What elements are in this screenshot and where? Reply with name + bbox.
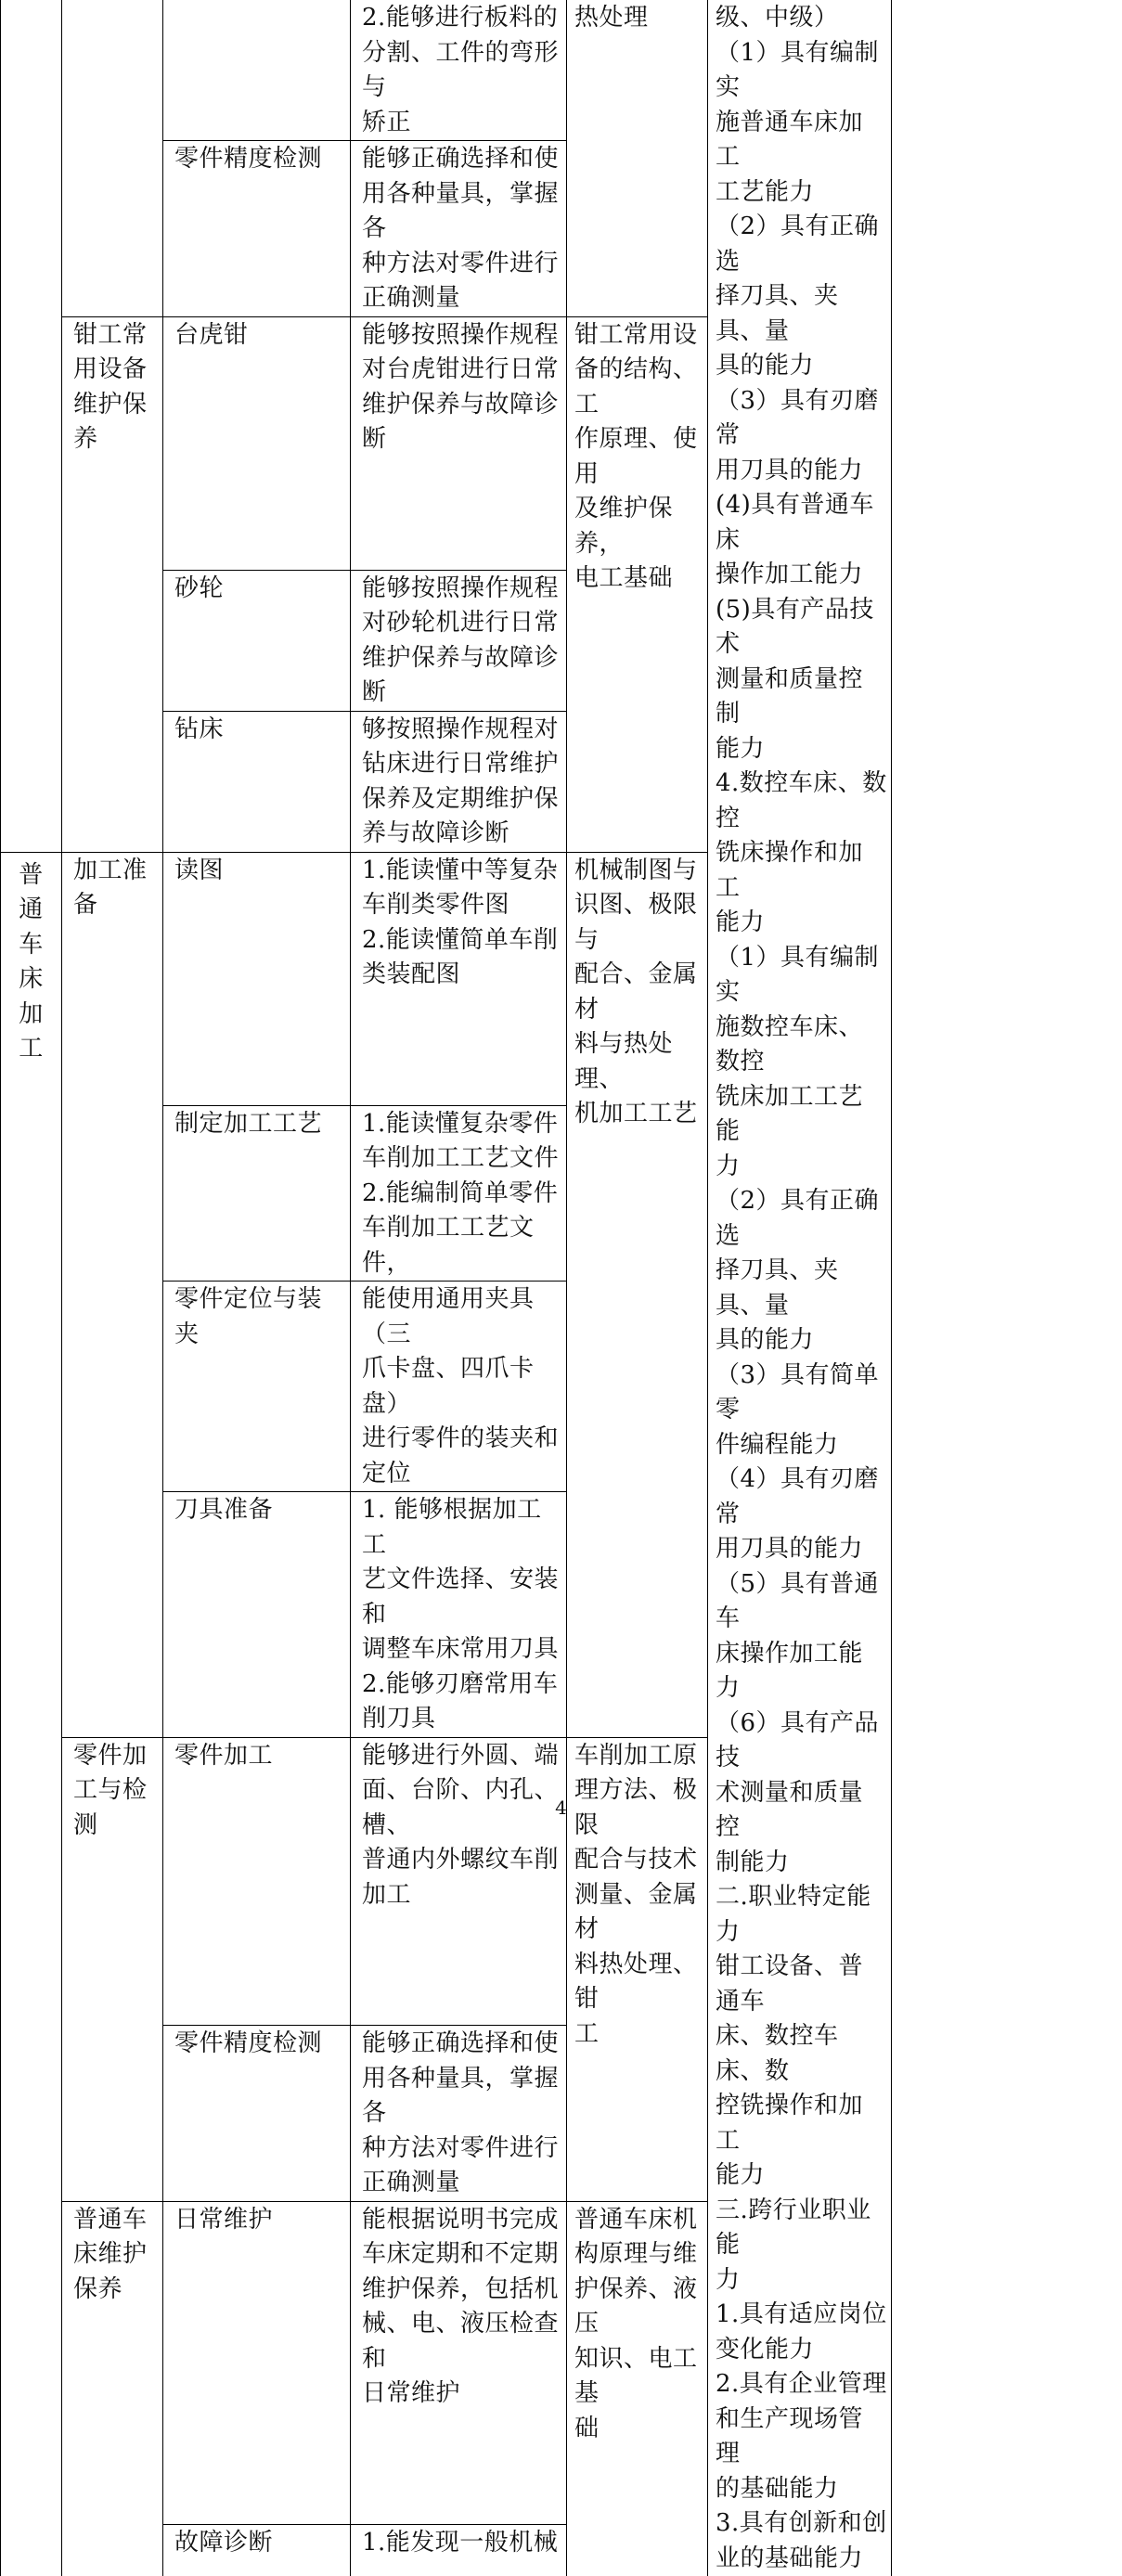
work-item-cell: 零件精度检测	[163, 141, 351, 317]
requirement-cell: 够按照操作规程对 钻床进行日常维护 保养及定期维护保 养与故障诊断	[351, 711, 567, 852]
work-item-cell: 刀具准备	[163, 1492, 351, 1738]
table-row	[1, 0, 892, 141]
requirement-cell: 能够正确选择和使 用各种量具，掌握各 种方法对零件进行 正确测量	[351, 141, 567, 317]
work-item-cell: 零件加工	[163, 1737, 351, 2026]
task-cell: 加工准 备	[62, 852, 163, 1737]
ability-cell: 级、中级） （1）具有编制实 施普通车床加工 工艺能力 （2）具有正确选 择刀具、夹具、量 具的能力 （3）具有刃磨常 用刀具的能力 (4)具有普通车床 操作加工能力 (5)具有产品技术 测量和质量控制 能力 4.数控车床、数控 铣床操作和加工 能力 （1）具有编制实 施数控车床、数控 铣床加工工艺能 力 （2）具有正确选 择刀具、夹具、量 具的能力 （3）具有简单零 件编程能力 （4）具有刃磨常 用刀具的能力 （5）具有普通车 床操作加工能力 （6）具有产品技 术测量和质量控 制能力 二.职业特定能力 钳工设备、普通车 床、数控车床、数 控铣操作和加工 能力 三.跨行业职业能 力 1.具有适应岗位 变化能力 2.具有企业管理 和生产现场管理 的基础能力 3.具有创新和创 业的基础能力	[708, 0, 892, 2576]
module-cell	[1, 0, 62, 852]
requirement-cell: 2.能够进行板料的 分割、工件的弯形与 矫正	[351, 0, 567, 141]
requirement-cell: 能够进行外圆、端 面、台阶、内孔、槽、 普通内外螺纹车削 加工	[351, 1737, 567, 2026]
work-item-cell	[163, 0, 351, 141]
task-cell: 零件加 工与检 测	[62, 1737, 163, 2201]
work-item-cell: 零件精度检测	[163, 2026, 351, 2202]
module-cell: 普 通 车 床 加 工	[1, 852, 62, 2576]
requirement-cell: 能够按照操作规程 对台虎钳进行日常 维护保养与故障诊 断	[351, 316, 567, 570]
knowledge-cell: 钳工常用设 备的结构、工 作原理、使用 及维护保养， 电工基础	[567, 316, 708, 852]
work-item-cell: 台虎钳	[163, 316, 351, 570]
requirement-cell: 1.能读懂复杂零件 车削加工工艺文件 2.能编制简单零件 车削加工工艺文件，	[351, 1105, 567, 1282]
requirement-cell: 能使用通用夹具（三 爪卡盘、四爪卡盘） 进行零件的装夹和 定位	[351, 1282, 567, 1492]
requirement-cell: 能够正确选择和使 用各种量具，掌握各 种方法对零件进行 正确测量	[351, 2026, 567, 2202]
work-item-cell: 砂轮	[163, 570, 351, 711]
task-cell	[62, 0, 163, 316]
work-item-cell: 故障诊断	[163, 2524, 351, 2576]
knowledge-cell: 热处理	[567, 0, 708, 316]
work-item-cell: 日常维护	[163, 2201, 351, 2524]
work-item-cell: 制定加工工艺	[163, 1105, 351, 1282]
requirement-cell: 能根据说明书完成 车床定期和不定期 维护保养，包括机 械、电、液压检查和 日常维护	[351, 2201, 567, 2524]
knowledge-cell: 机械制图与 识图、极限与 配合、金属材 料与热处理、 机加工工艺	[567, 852, 708, 1737]
requirement-cell: 能够按照操作规程 对砂轮机进行日常 维护保养与故障诊 断	[351, 570, 567, 711]
page-number: 4	[555, 1797, 567, 1819]
work-item-cell: 零件定位与装夹	[163, 1282, 351, 1492]
task-cell: 普通车 床维护 保养	[62, 2201, 163, 2576]
work-item-cell: 读图	[163, 852, 351, 1105]
requirement-cell: 1.能发现一般机械	[351, 2524, 567, 2576]
requirement-cell: 1. 能够根据加工工 艺文件选择、安装和 调整车床常用刀具 2.能够刃磨常用车 削刀具	[351, 1492, 567, 1738]
knowledge-cell: 车削加工原 理方法、极限 配合与技术 测量、金属材 料热处理、钳 工	[567, 1737, 708, 2201]
work-item-cell: 钻床	[163, 711, 351, 852]
knowledge-cell: 普通车床机 构原理与维 护保养、液压 知识、电工基 础	[567, 2201, 708, 2576]
requirement-cell: 1.能读懂中等复杂 车削类零件图 2.能读懂简单车削 类装配图	[351, 852, 567, 1105]
task-cell: 钳工常 用设备 维护保 养	[62, 316, 163, 852]
